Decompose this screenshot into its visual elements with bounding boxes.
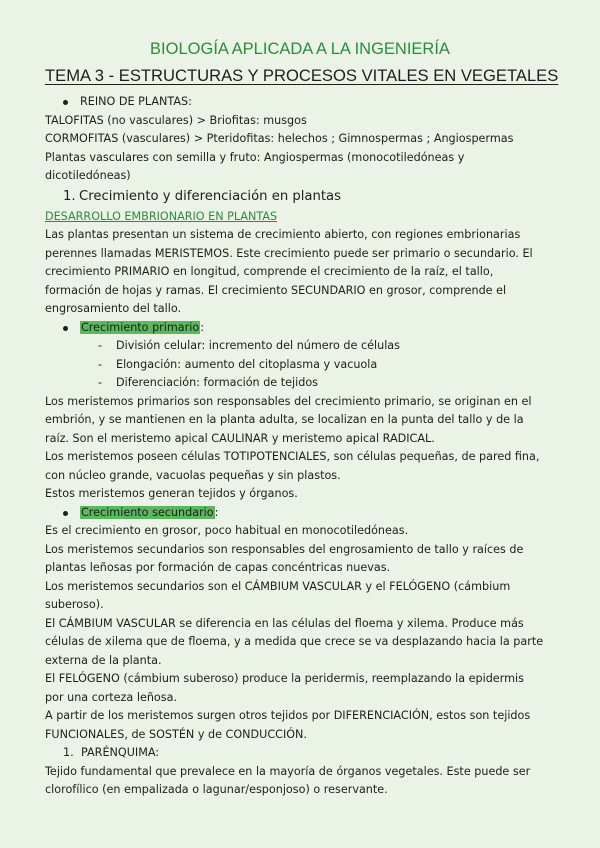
heading-suffix: : (200, 320, 204, 334)
paragraph-line: suberoso). (45, 598, 104, 611)
dash-text: División celular: incremento del número de células (116, 339, 400, 352)
paragraph-line: FUNCIONALES, de SOSTÉN y de CONDUCCIÓN. (45, 727, 307, 741)
heading-text: PARÉNQUIMA: (81, 746, 160, 759)
paragraph-line: crecimiento PRIMARIO en longitud, comprende el crecimiento de la raíz, el tallo, (45, 265, 494, 278)
paragraph-line: formación de hojas y ramas. El crecimiento SECUNDARIO en grosor, comprende el (45, 283, 507, 297)
highlighted-bullet (45, 319, 560, 338)
paragraph-line: clorofílico (en empalizada o lagunar/esponjoso) o reservante. (45, 783, 388, 796)
bullet-item (45, 93, 560, 112)
document-body (45, 93, 560, 800)
paragraph-line: células de xilema que de floema, y a medida que crece se va desplazando hacia la parte (45, 635, 544, 648)
paragraph-line: Estos meristemos generan tejidos y órganos. (45, 487, 298, 500)
heading-number: 1. (63, 188, 76, 204)
dash-text: Elongación: aumento del citoplasma y vacuola (116, 357, 378, 371)
paragraph-line: El FELÓGENO (cámbium suberoso) produce la peridermis, reemplazando la epidermis (45, 672, 524, 685)
page-title: BIOLOGÍA APLICADA A LA INGENIERÍA (150, 40, 450, 58)
paragraph-line: perennes llamadas MERISTEMOS. Este crecimiento puede ser primario o secundario. El (45, 246, 533, 260)
paragraph-line: A partir de los meristemos surgen otros tejidos por DIFERENCIACIÓN, estos son tejidos (45, 709, 531, 722)
highlighted-bullet (45, 504, 560, 523)
dash-item (45, 337, 560, 356)
paragraph-line: Los meristemos primarios son responsables del crecimiento primario, se originan en el (45, 394, 532, 408)
dash-item (45, 374, 560, 393)
paragraph-line: El CÁMBIUM VASCULAR se diferencia en las células del floema y xilema. Produce más (45, 616, 524, 630)
paragraph-line: por una corteza leñosa. (45, 690, 178, 704)
paragraph-line: Tejido fundamental que prevalece en la mayoría de órganos vegetales. Este puede ser (45, 764, 531, 778)
highlighted-heading: Crecimiento secundario (81, 505, 214, 519)
heading-suffix: : (214, 505, 219, 519)
paragraph-line: dicotiledóneas) (45, 169, 131, 182)
bullet-text: REINO DE PLANTAS: (80, 95, 192, 108)
paragraph-line: externa de la planta. (45, 653, 162, 667)
paragraph-line: Los meristemos poseen células TOTIPOTENCIALES, son células pequeñas, de pared fina, (45, 450, 540, 463)
paragraph-line: Las plantas presentan un sistema de crecimiento abierto, con regiones embrionarias (45, 228, 521, 241)
paragraph-line: CORMOFITAS (vasculares) > Pteridofitas: helechos ; Gimnospermas ; Angiospermas (45, 132, 514, 145)
paragraph-line: con núcleo grande, vacuolas pequeñas y sin plastos. (45, 468, 341, 482)
numbered-heading (45, 186, 560, 208)
page-subtitle: TEMA 3 - ESTRUCTURAS Y PROCESOS VITALES EN VEGETALES (45, 66, 559, 85)
heading-text: Crecimiento y diferenciación en plantas (79, 188, 341, 204)
section-heading: DESARROLLO EMBRIONARIO EN PLANTAS (45, 209, 278, 223)
paragraph-line: Plantas vasculares con semilla y fruto: Angiospermas (monocotiledóneas y (45, 150, 465, 164)
paragraph-line: Los meristemos secundarios son responsables del engrosamiento de tallo y raíces de (45, 542, 524, 556)
highlighted-heading: Crecimiento primario (81, 320, 200, 334)
paragraph-line: engrosamiento del tallo. (45, 302, 182, 315)
paragraph-line: embrión, y se mantienen en la planta adulta, se localizan en la punta del tallo y de la (45, 413, 524, 426)
dash-text: Diferenciación: formación de tejidos (116, 376, 318, 389)
dash-item (45, 356, 560, 375)
paragraph-line: raíz. Son el meristemo apical CAULINAR y meristemo apical RADICAL. (45, 431, 435, 445)
paragraph-line: plantas leñosas por formación de capas concéntricas nuevas. (45, 561, 391, 574)
numbered-subheading (45, 744, 560, 763)
heading-number: 1. (63, 746, 74, 759)
paragraph-line: TALOFITAS (no vasculares) > Briofitas: musgos (45, 113, 307, 127)
paragraph-line: Es el crecimiento en grosor, poco habitual en monocotiledóneas. (45, 524, 409, 537)
paragraph-line: Los meristemos secundarios son el CÁMBIUM VASCULAR y el FELÓGENO (cámbium (45, 579, 511, 593)
